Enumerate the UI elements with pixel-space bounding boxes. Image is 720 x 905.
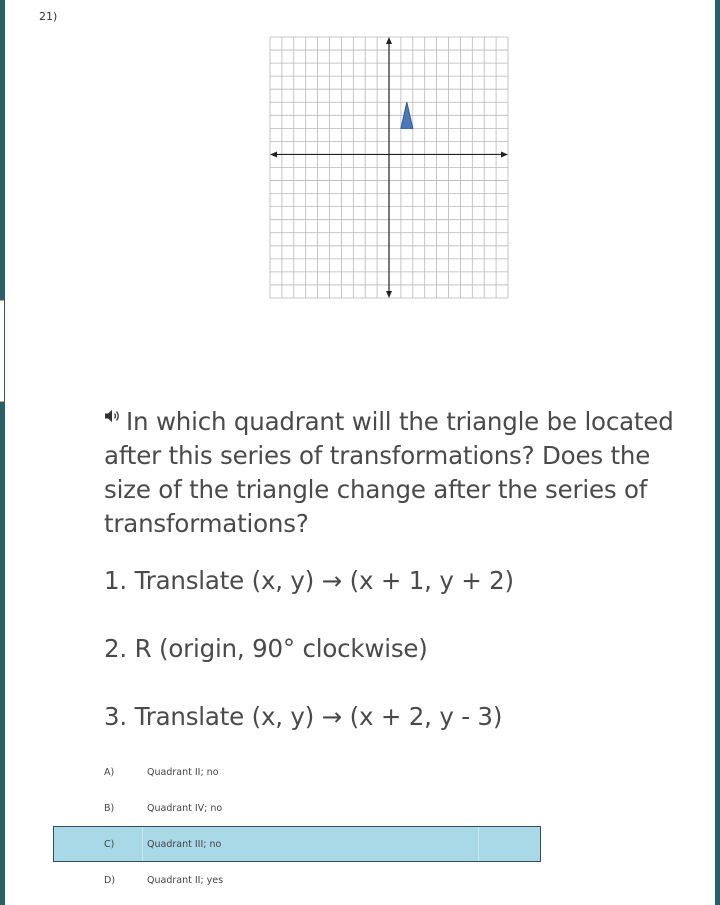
question-prompt: [104, 398, 694, 541]
answer-text: Quadrant IV; no: [147, 803, 223, 814]
cell-divider: [142, 827, 143, 861]
left-frame-notch: [0, 300, 4, 402]
left-frame-border: [0, 0, 5, 905]
question-text: In which quadrant will the triangle be located after this series of transformations? Does the size of the triangle change after the series of transformations?: [104, 407, 674, 538]
answer-option-a[interactable]: [54, 755, 540, 789]
cell-divider: [478, 827, 479, 861]
answer-text: Quadrant II; yes: [147, 875, 224, 886]
transformation-step-1: 1. Translate (x, y) → (x + 1, y + 2): [104, 566, 514, 595]
transformation-step-3: 3. Translate (x, y) → (x + 2, y - 3): [104, 702, 503, 731]
x-axis-arrow-left: [270, 151, 277, 157]
question-number: 21): [39, 10, 58, 23]
answer-letter: B): [104, 803, 115, 814]
coordinate-grid: [268, 35, 510, 300]
x-axis-arrow-right: [501, 151, 508, 157]
speaker-icon[interactable]: [104, 398, 122, 412]
coordinate-grid-svg: [268, 35, 510, 300]
answer-option-b[interactable]: [54, 791, 540, 825]
answer-choices: [54, 755, 540, 899]
answer-option-d[interactable]: [54, 863, 540, 897]
answer-text: Quadrant II; no: [147, 767, 219, 778]
answer-option-c[interactable]: [54, 827, 540, 861]
right-frame-border: [715, 0, 720, 905]
transformation-step-2: 2. R (origin, 90° clockwise): [104, 634, 428, 663]
answer-letter: A): [104, 767, 115, 778]
answer-letter: C): [104, 839, 115, 850]
answer-letter: D): [104, 875, 116, 886]
y-axis-arrow-up: [386, 37, 392, 44]
answer-text: Quadrant III; no: [147, 839, 222, 850]
y-axis-arrow-down: [386, 291, 392, 298]
